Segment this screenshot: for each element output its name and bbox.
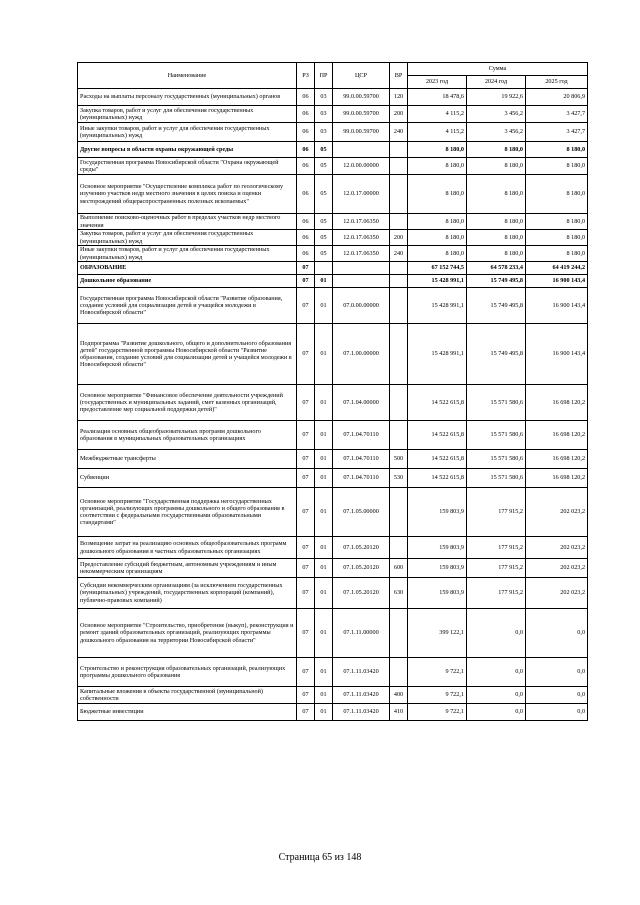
row-pr-cell: [315, 262, 333, 275]
row-2025-cell: 16 698 120,2: [526, 469, 588, 488]
row-csr-cell: 07.1.04.70110: [333, 469, 390, 488]
row-rz-cell: 06: [297, 106, 315, 123]
row-2025-cell: 16 900 143,4: [526, 275, 588, 288]
table-row: [78, 262, 588, 275]
row-2025-cell: 3 427,7: [526, 123, 588, 142]
row-2025-cell: 16 698 120,2: [526, 450, 588, 469]
row-pr-cell: 01: [315, 421, 333, 450]
row-name-cell: Бюджетные инвестиции: [78, 704, 297, 721]
row-csr-cell: [333, 142, 390, 158]
row-2025-cell: 202 023,2: [526, 578, 588, 609]
row-vr-cell: [390, 214, 408, 230]
row-2024-cell: 3 456,2: [467, 123, 526, 142]
row-name-cell: Субсидии некоммерческим организациям (за исключением государственных (муниципальных) учреждений, государственных корпораций (компаний), публично-правовых компаний): [78, 578, 297, 609]
row-vr-cell: 120: [390, 89, 408, 106]
row-2024-cell: 15 571 580,6: [467, 385, 526, 421]
row-vr-cell: 400: [390, 687, 408, 704]
row-name-cell: Государственная программа Новосибирской области "Охрана окружающей среды": [78, 158, 297, 175]
row-csr-cell: 12.0.17.06350: [333, 246, 390, 262]
row-pr-cell: 01: [315, 609, 333, 658]
row-2024-cell: 15 571 580,6: [467, 421, 526, 450]
row-vr-cell: [390, 175, 408, 214]
row-rz-cell: 07: [297, 275, 315, 288]
row-rz-cell: 07: [297, 687, 315, 704]
row-rz-cell: 06: [297, 246, 315, 262]
table-row: [78, 578, 588, 609]
row-2025-cell: 8 180,0: [526, 246, 588, 262]
header-year-2023: 2023 год: [408, 76, 467, 89]
budget-table: [77, 62, 588, 721]
row-name-cell: Иные закупки товаров, работ и услуг для обеспечения государственных (муниципальных) нужд: [78, 123, 297, 142]
row-2024-cell: 177 915,2: [467, 559, 526, 578]
header-name: Наименование: [78, 63, 297, 89]
row-name-cell: Возмещение затрат на реализацию основных общеобразовательных программ дошкольного образования в частных образовательных организациях: [78, 537, 297, 559]
row-rz-cell: 06: [297, 230, 315, 246]
row-rz-cell: 07: [297, 559, 315, 578]
row-vr-cell: [390, 275, 408, 288]
row-2023-cell: 159 803,9: [408, 559, 467, 578]
row-2024-cell: 0,0: [467, 658, 526, 687]
row-2024-cell: 177 915,2: [467, 488, 526, 537]
row-2023-cell: 159 803,9: [408, 537, 467, 559]
row-vr-cell: [390, 421, 408, 450]
table-row: [78, 687, 588, 704]
header-vr: ВР: [390, 63, 408, 89]
row-2023-cell: 9 722,1: [408, 704, 467, 721]
row-csr-cell: 07.1.05.00000: [333, 488, 390, 537]
table-row: [78, 106, 588, 123]
row-2025-cell: 8 180,0: [526, 142, 588, 158]
header-rz: РЗ: [297, 63, 315, 89]
row-name-cell: Реализация основных общеобразовательных программ дошкольного образования в муниципальных образовательных организациях: [78, 421, 297, 450]
row-2025-cell: 0,0: [526, 609, 588, 658]
row-csr-cell: 07.1.05.20120: [333, 559, 390, 578]
row-rz-cell: 07: [297, 488, 315, 537]
row-csr-cell: 07.1.11.03420: [333, 704, 390, 721]
row-2024-cell: 0,0: [467, 704, 526, 721]
row-pr-cell: 05: [315, 158, 333, 175]
row-2024-cell: 19 922,6: [467, 89, 526, 106]
row-vr-cell: 630: [390, 578, 408, 609]
row-vr-cell: [390, 658, 408, 687]
row-pr-cell: 05: [315, 142, 333, 158]
row-2024-cell: 15 749 495,8: [467, 275, 526, 288]
row-rz-cell: 07: [297, 288, 315, 324]
row-csr-cell: 07.1.11.03420: [333, 687, 390, 704]
row-name-cell: Выполнение поисково-оценочных работ в пределах участков недр местного значения: [78, 214, 297, 230]
row-vr-cell: 200: [390, 106, 408, 123]
row-csr-cell: 12.0.17.06350: [333, 214, 390, 230]
row-2024-cell: 3 456,2: [467, 106, 526, 123]
table-header: [78, 63, 588, 89]
row-2025-cell: 16 698 120,2: [526, 385, 588, 421]
row-rz-cell: 06: [297, 89, 315, 106]
row-name-cell: Основное мероприятие "Финансовое обеспечение деятельности учреждений (государственных и муниципальных заданий, смет казенных организаций, предоставление мер социальной поддержки детей)": [78, 385, 297, 421]
table-row: [78, 275, 588, 288]
row-2023-cell: 15 428 991,1: [408, 275, 467, 288]
row-pr-cell: 05: [315, 175, 333, 214]
row-2024-cell: 177 915,2: [467, 578, 526, 609]
row-2025-cell: 16 698 120,2: [526, 421, 588, 450]
row-2023-cell: 8 180,0: [408, 214, 467, 230]
row-pr-cell: 01: [315, 658, 333, 687]
row-csr-cell: 12.0.17.06350: [333, 230, 390, 246]
row-rz-cell: 07: [297, 324, 315, 385]
row-2023-cell: 14 522 615,8: [408, 385, 467, 421]
row-csr-cell: 12.0.17.00000: [333, 175, 390, 214]
row-2024-cell: 8 180,0: [467, 214, 526, 230]
table-row: [78, 385, 588, 421]
table-row: [78, 89, 588, 106]
row-csr-cell: 99.0.00.59700: [333, 123, 390, 142]
row-2025-cell: 16 900 143,4: [526, 324, 588, 385]
row-csr-cell: 99.0.00.59700: [333, 106, 390, 123]
row-2025-cell: 3 427,7: [526, 106, 588, 123]
row-2023-cell: 9 722,1: [408, 658, 467, 687]
row-name-cell: Строительство и реконструкция образовательных организаций, реализующих программы дошкольного образования: [78, 658, 297, 687]
row-2025-cell: 8 180,0: [526, 214, 588, 230]
header-sum: Сумма: [408, 63, 588, 76]
row-rz-cell: 06: [297, 123, 315, 142]
row-csr-cell: 07.1.05.20120: [333, 578, 390, 609]
row-name-cell: Основное мероприятие "Осуществление комплекса работ по геологическому изучению участков недр местного значения в целях поиска и оценки месторождений общераспространенных полезных ископаемых": [78, 175, 297, 214]
table-row: [78, 469, 588, 488]
row-pr-cell: 01: [315, 559, 333, 578]
row-csr-cell: [333, 275, 390, 288]
table-row: [78, 324, 588, 385]
row-vr-cell: 240: [390, 246, 408, 262]
row-vr-cell: 240: [390, 123, 408, 142]
row-2024-cell: 8 180,0: [467, 230, 526, 246]
page-number: Страница 65 из 148: [278, 852, 362, 863]
row-2024-cell: 8 180,0: [467, 175, 526, 214]
row-rz-cell: 07: [297, 537, 315, 559]
row-2023-cell: 4 115,2: [408, 123, 467, 142]
row-pr-cell: 01: [315, 704, 333, 721]
row-2025-cell: 0,0: [526, 687, 588, 704]
row-vr-cell: 200: [390, 230, 408, 246]
row-2025-cell: 202 023,2: [526, 559, 588, 578]
table-row: [78, 450, 588, 469]
row-2023-cell: 8 180,0: [408, 230, 467, 246]
row-2023-cell: 18 478,6: [408, 89, 467, 106]
table-row: [78, 246, 588, 262]
header-csr: ЦСР: [333, 63, 390, 89]
row-2025-cell: 8 180,0: [526, 158, 588, 175]
row-csr-cell: 99.0.00.59700: [333, 89, 390, 106]
row-vr-cell: [390, 142, 408, 158]
row-rz-cell: 07: [297, 385, 315, 421]
row-2023-cell: 15 428 991,1: [408, 324, 467, 385]
row-2023-cell: 67 152 744,5: [408, 262, 467, 275]
row-2023-cell: 15 428 991,1: [408, 288, 467, 324]
row-vr-cell: 410: [390, 704, 408, 721]
row-name-cell: Подпрограмма "Развитие дошкольного, общего и дополнительного образования детей" государственной программы Новосибирской области "Развитие образования, создание условий для социализации детей и учащейся молодежи в Новосибирской области": [78, 324, 297, 385]
row-pr-cell: 05: [315, 246, 333, 262]
row-csr-cell: 07.0.00.00000: [333, 288, 390, 324]
row-2025-cell: 202 023,2: [526, 537, 588, 559]
row-vr-cell: [390, 158, 408, 175]
header-year-2024: 2024 год: [467, 76, 526, 89]
row-csr-cell: 12.0.00.00000: [333, 158, 390, 175]
row-name-cell: Предоставление субсидий бюджетным, автономным учреждениям и иным некоммерческим организациям: [78, 559, 297, 578]
row-csr-cell: 07.1.00.00000: [333, 324, 390, 385]
row-csr-cell: 07.1.04.70110: [333, 450, 390, 469]
row-pr-cell: 01: [315, 537, 333, 559]
row-vr-cell: 500: [390, 450, 408, 469]
row-vr-cell: [390, 324, 408, 385]
table-row: [78, 288, 588, 324]
row-2025-cell: 0,0: [526, 704, 588, 721]
table-row: [78, 214, 588, 230]
table-row: [78, 559, 588, 578]
row-2023-cell: 14 522 615,8: [408, 450, 467, 469]
row-2025-cell: 8 180,0: [526, 230, 588, 246]
row-rz-cell: 07: [297, 578, 315, 609]
row-2023-cell: 8 180,0: [408, 142, 467, 158]
row-name-cell: ОБРАЗОВАНИЕ: [78, 262, 297, 275]
row-2025-cell: 0,0: [526, 658, 588, 687]
row-name-cell: Закупка товаров, работ и услуг для обеспечения государственных (муниципальных) нужд: [78, 106, 297, 123]
table-body: [78, 89, 588, 721]
row-name-cell: Другие вопросы в области охраны окружающей среды: [78, 142, 297, 158]
row-rz-cell: 07: [297, 262, 315, 275]
table-row: [78, 609, 588, 658]
row-rz-cell: 07: [297, 658, 315, 687]
row-rz-cell: 07: [297, 469, 315, 488]
row-2025-cell: 202 023,2: [526, 488, 588, 537]
row-pr-cell: 05: [315, 214, 333, 230]
row-rz-cell: 06: [297, 142, 315, 158]
row-2023-cell: 8 180,0: [408, 175, 467, 214]
row-csr-cell: 07.1.04.00000: [333, 385, 390, 421]
table-row: [78, 142, 588, 158]
row-vr-cell: 600: [390, 559, 408, 578]
row-2024-cell: 8 180,0: [467, 246, 526, 262]
header-pr: ПР: [315, 63, 333, 89]
row-name-cell: Иные закупки товаров, работ и услуг для обеспечения государственных (муниципальных) нужд: [78, 246, 297, 262]
row-name-cell: Закупка товаров, работ и услуг для обеспечения государственных (муниципальных) нужд: [78, 230, 297, 246]
row-pr-cell: 03: [315, 89, 333, 106]
row-2024-cell: 15 571 580,6: [467, 450, 526, 469]
row-rz-cell: 07: [297, 450, 315, 469]
row-pr-cell: 01: [315, 288, 333, 324]
row-vr-cell: [390, 488, 408, 537]
row-2024-cell: 15 749 495,8: [467, 288, 526, 324]
row-2024-cell: 15 571 580,6: [467, 469, 526, 488]
row-pr-cell: 01: [315, 687, 333, 704]
row-name-cell: Основное мероприятие "Строительство, приобретение (выкуп), реконструкция и ремонт зданий образовательных организаций, реализующих программы дошкольного образования на территории Новосибирской области": [78, 609, 297, 658]
row-csr-cell: [333, 262, 390, 275]
table-row: [78, 488, 588, 537]
row-pr-cell: 01: [315, 488, 333, 537]
row-2023-cell: 9 722,1: [408, 687, 467, 704]
row-csr-cell: 07.1.05.20120: [333, 537, 390, 559]
row-pr-cell: 03: [315, 123, 333, 142]
table-row: [78, 537, 588, 559]
row-2023-cell: 399 122,1: [408, 609, 467, 658]
row-2025-cell: 8 180,0: [526, 175, 588, 214]
row-csr-cell: 07.1.11.00000: [333, 609, 390, 658]
row-2023-cell: 4 115,2: [408, 106, 467, 123]
row-2024-cell: 8 180,0: [467, 158, 526, 175]
row-2023-cell: 159 803,9: [408, 578, 467, 609]
row-2025-cell: 20 806,9: [526, 89, 588, 106]
row-2024-cell: 0,0: [467, 609, 526, 658]
table-row: [78, 230, 588, 246]
row-2023-cell: 159 803,9: [408, 488, 467, 537]
row-vr-cell: [390, 609, 408, 658]
row-vr-cell: [390, 262, 408, 275]
row-vr-cell: [390, 537, 408, 559]
row-2024-cell: 15 749 495,8: [467, 324, 526, 385]
row-2024-cell: 0,0: [467, 687, 526, 704]
row-pr-cell: 03: [315, 106, 333, 123]
row-name-cell: Основное мероприятие "Государственная поддержка негосударственных организаций, реализующих программы дошкольного и общего образования в соответствии с федеральными государственными образовательными стандартами": [78, 488, 297, 537]
row-vr-cell: [390, 288, 408, 324]
row-pr-cell: 01: [315, 469, 333, 488]
row-csr-cell: 07.1.11.03420: [333, 658, 390, 687]
row-pr-cell: 01: [315, 450, 333, 469]
row-pr-cell: 01: [315, 385, 333, 421]
row-rz-cell: 06: [297, 175, 315, 214]
row-pr-cell: 05: [315, 230, 333, 246]
row-name-cell: Расходы на выплаты персоналу государственных (муниципальных) органов: [78, 89, 297, 106]
row-rz-cell: 07: [297, 704, 315, 721]
row-pr-cell: 01: [315, 578, 333, 609]
row-rz-cell: 06: [297, 214, 315, 230]
row-2024-cell: 177 915,2: [467, 537, 526, 559]
table-row: [78, 158, 588, 175]
row-name-cell: Государственная программа Новосибирской области "Развитие образования, создание условий для социализации детей и учащейся молодежи в Новосибирской области": [78, 288, 297, 324]
row-2023-cell: 14 522 615,8: [408, 469, 467, 488]
row-2025-cell: 64 419 244,2: [526, 262, 588, 275]
table-row: [78, 658, 588, 687]
row-pr-cell: 01: [315, 324, 333, 385]
row-2025-cell: 16 900 143,4: [526, 288, 588, 324]
row-vr-cell: [390, 385, 408, 421]
row-vr-cell: 530: [390, 469, 408, 488]
row-rz-cell: 06: [297, 158, 315, 175]
header-year-2025: 2025 год: [526, 76, 588, 89]
table-row: [78, 704, 588, 721]
row-name-cell: Дошкольное образование: [78, 275, 297, 288]
row-csr-cell: 07.1.04.70110: [333, 421, 390, 450]
table-row: [78, 175, 588, 214]
row-rz-cell: 07: [297, 609, 315, 658]
row-pr-cell: 01: [315, 275, 333, 288]
row-rz-cell: 07: [297, 421, 315, 450]
row-2023-cell: 14 522 615,8: [408, 421, 467, 450]
row-name-cell: Субвенции: [78, 469, 297, 488]
row-2023-cell: 8 180,0: [408, 246, 467, 262]
table-row: [78, 421, 588, 450]
row-2023-cell: 8 180,0: [408, 158, 467, 175]
row-name-cell: Межбюджетные трансферты: [78, 450, 297, 469]
row-2024-cell: 64 578 233,4: [467, 262, 526, 275]
row-2024-cell: 8 180,0: [467, 142, 526, 158]
row-name-cell: Капитальные вложения в объекты государственной (муниципальной) собственности: [78, 687, 297, 704]
table-row: [78, 123, 588, 142]
